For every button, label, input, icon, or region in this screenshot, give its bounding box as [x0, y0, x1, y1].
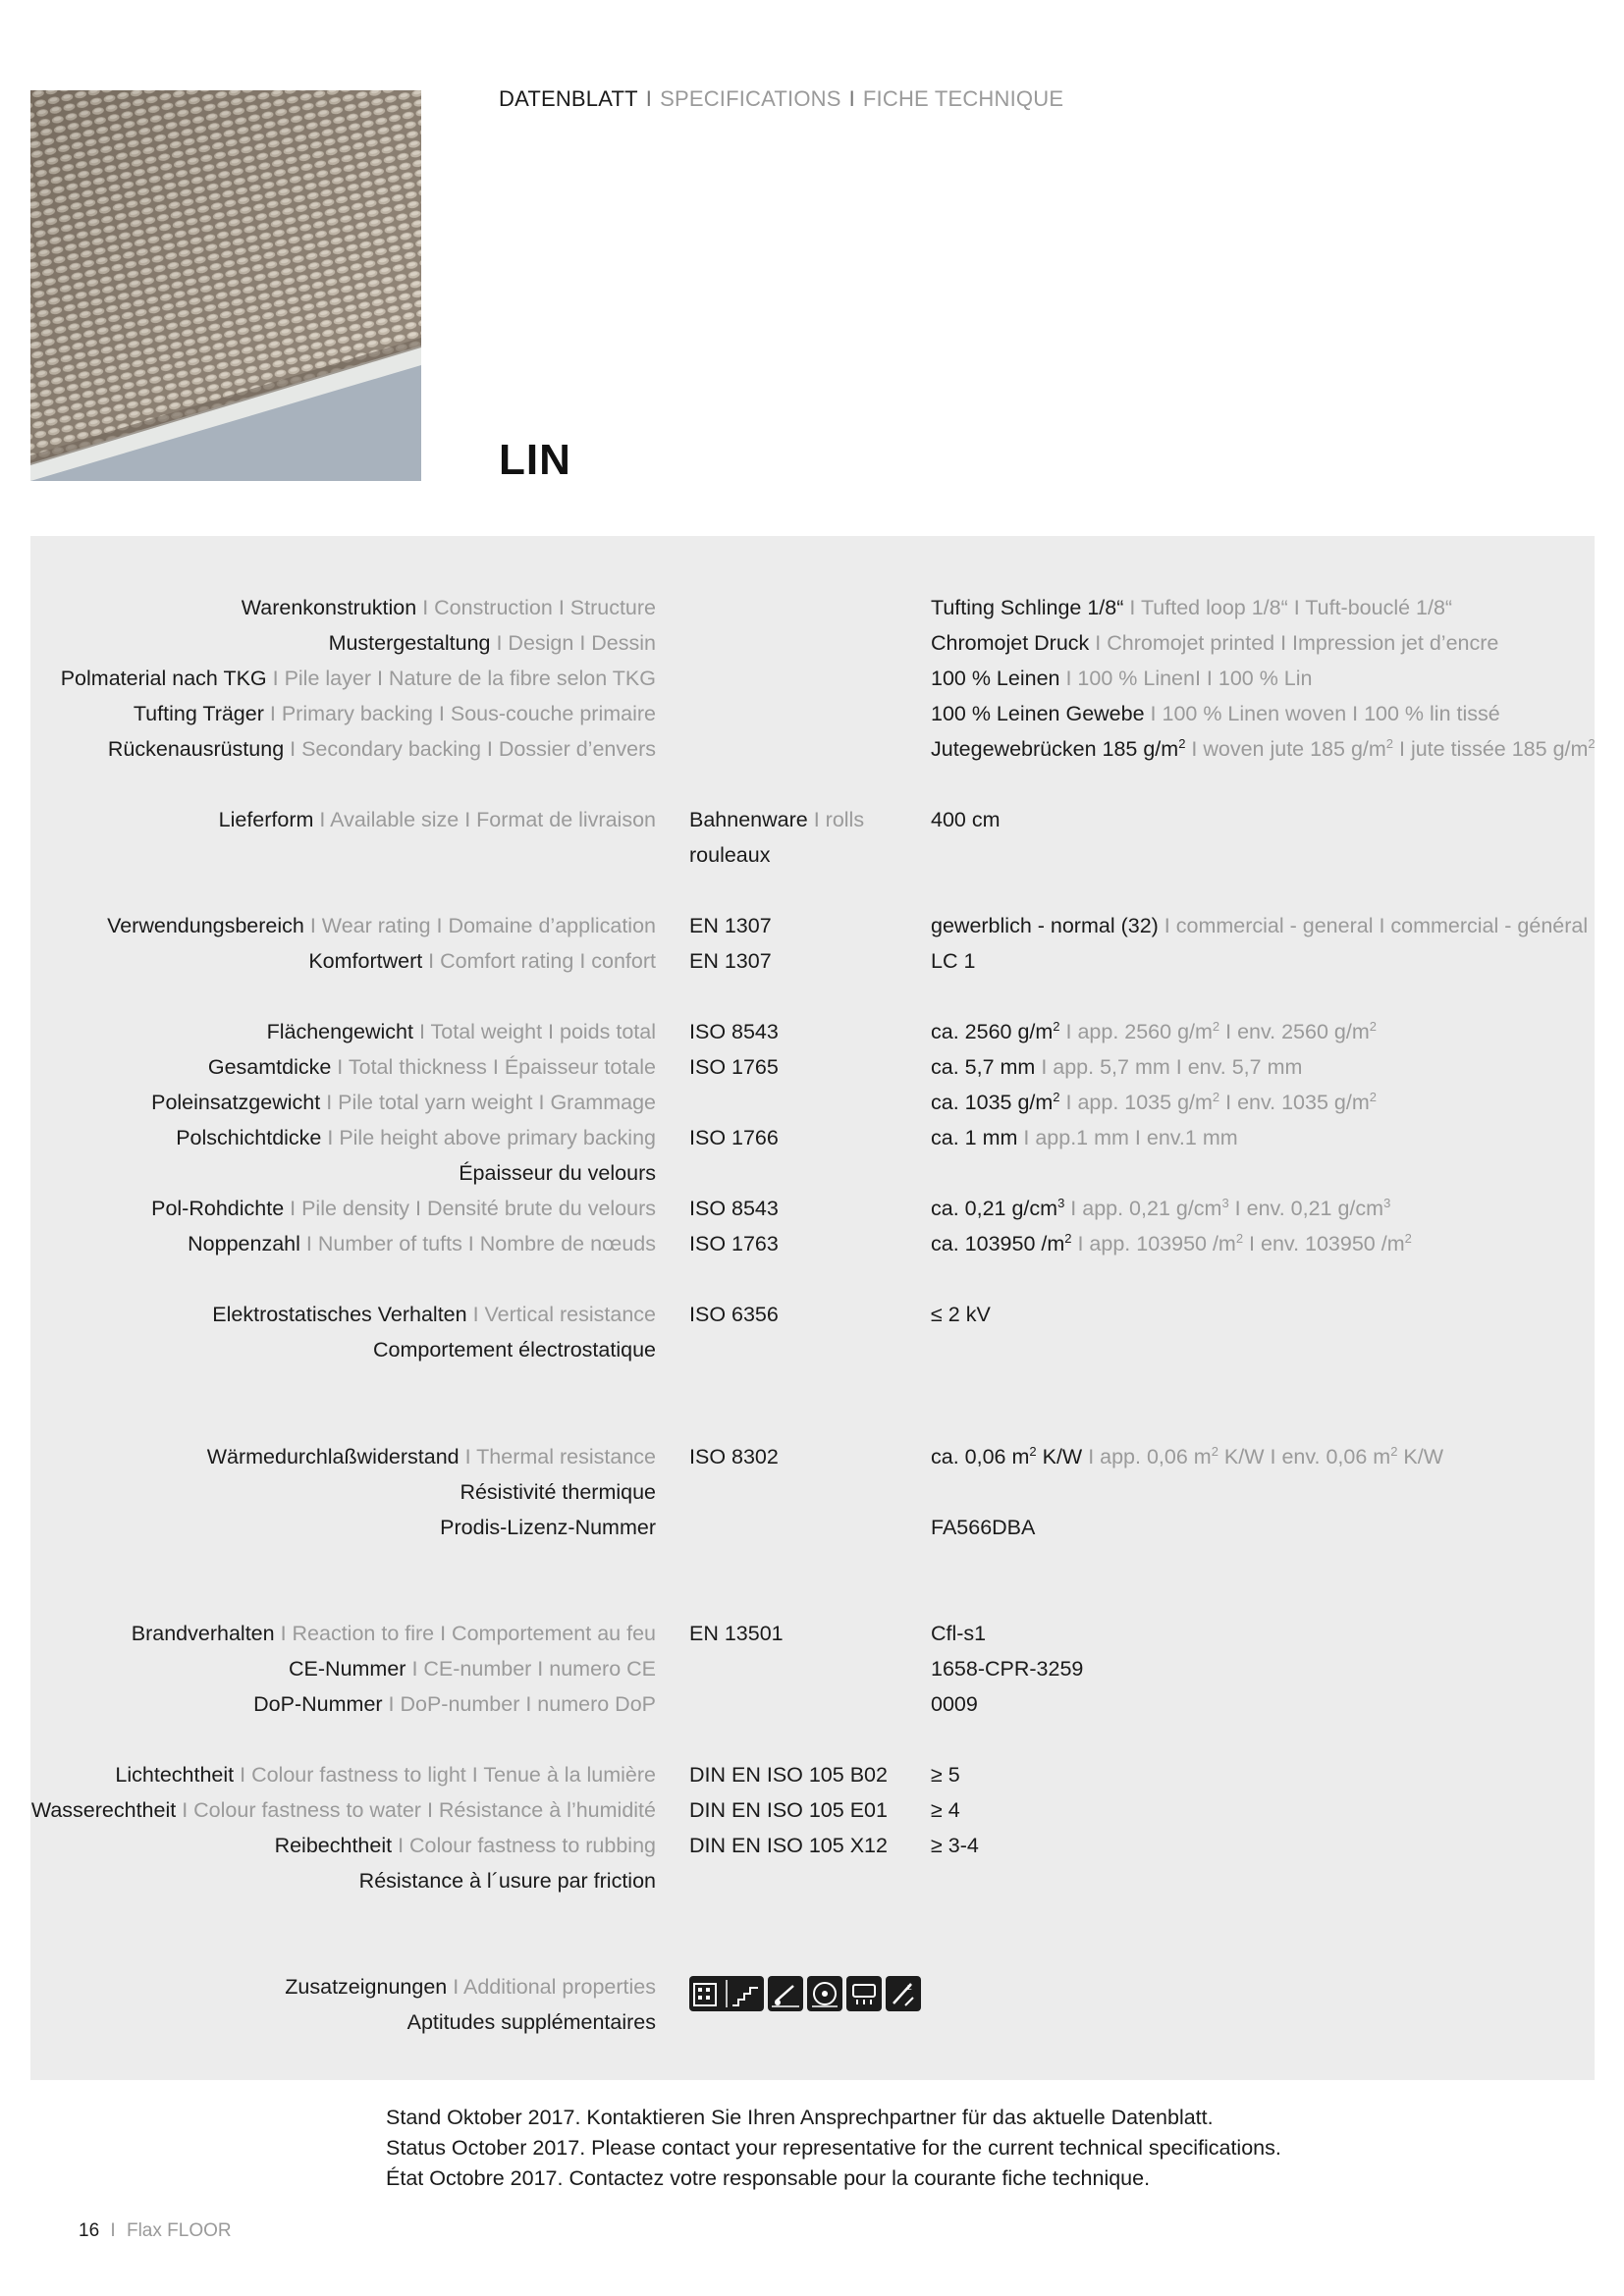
- page-number: 16: [79, 2220, 100, 2241]
- spec-standard: ISO 1763: [689, 1232, 779, 1255]
- product-photo: [30, 90, 421, 481]
- spec-label: CE-Nummer I CE-number I numero CE: [289, 1657, 656, 1681]
- spec-standard: EN 13501: [689, 1622, 784, 1645]
- spec-label: Lichtechtheit I Colour fastness to light I Tenue à la lumière: [115, 1763, 656, 1787]
- spec-standard: DIN EN ISO 105 X12: [689, 1834, 888, 1857]
- spec-value: ≤ 2 kV: [931, 1303, 991, 1326]
- spec-row: [0, 908, 1624, 943]
- spec-row: [0, 1510, 1624, 1545]
- spec-value: ca. 1 mm I app.1 mm I env.1 mm: [931, 1126, 1238, 1149]
- spec-row-cont: [0, 1863, 1624, 1898]
- spec-row: [0, 1014, 1624, 1049]
- spec-row: [0, 1049, 1624, 1085]
- page-footer: [79, 2220, 232, 2242]
- spec-standard: EN 1307: [689, 914, 772, 937]
- spec-label: Épaisseur du velours: [459, 1161, 656, 1185]
- spec-row: [0, 1085, 1624, 1120]
- product-title: LIN: [499, 436, 571, 484]
- spec-label: Mustergestaltung I Design I Dessin: [328, 631, 656, 655]
- spec-standard: rouleaux: [689, 843, 771, 867]
- spec-value: LC 1: [931, 949, 976, 973]
- spec-label: Prodis-Lizenz-Nummer: [440, 1516, 656, 1539]
- spec-label: Wärmedurchlaßwiderstand I Thermal resistance: [206, 1445, 656, 1468]
- spec-standard: ISO 6356: [689, 1303, 779, 1326]
- header-sep: I: [848, 86, 855, 111]
- spec-value: gewerblich - normal (32) I commercial - general I commercial - général: [931, 914, 1589, 937]
- spec-value: ca. 5,7 mm I app. 5,7 mm I env. 5,7 mm: [931, 1055, 1303, 1079]
- spec-value: 1658-CPR-3259: [931, 1657, 1084, 1681]
- spec-value: ca. 2560 $g/m^2$ I app. 2560 $g/m^2$ I env. 2560 $g/m^2$: [931, 1018, 1377, 1043]
- svg-text:z: z: [907, 1983, 912, 1993]
- spec-value: Tufting Schlinge 1/8“ I Tufted loop 1/8“ I Tuft-bouclé 1/8“: [931, 596, 1453, 619]
- spec-label: Résistivité thermique: [460, 1480, 656, 1504]
- header-datenblatt: DATENBLATT: [499, 86, 638, 111]
- spec-label: Gesamtdicke I Total thickness I Épaisseur totale: [207, 1055, 656, 1079]
- spec-value: 400 cm: [931, 808, 1001, 831]
- spec-standard: DIN EN ISO 105 E01: [689, 1798, 888, 1822]
- spec-row: [0, 661, 1624, 696]
- spec-row: [0, 1792, 1624, 1828]
- acoustic-icon: [886, 1976, 921, 2011]
- spec-row: [0, 1616, 1624, 1651]
- header-sep: I: [645, 86, 653, 111]
- header-fiche: FICHE TECHNIQUE: [862, 86, 1064, 111]
- spec-value: Chromojet Druck I Chromojet printed I Impression jet d’encre: [931, 631, 1499, 655]
- spec-label: DoP-Nummer I DoP-number I numero DoP: [253, 1692, 656, 1716]
- spec-label: Aptitudes supplémentaires: [406, 2010, 656, 2034]
- underfloor-heating-icon: [807, 1976, 842, 2011]
- spec-value: FA566DBA: [931, 1516, 1036, 1539]
- spec-row-cont: [0, 1155, 1624, 1191]
- spec-row-cont: [0, 837, 1624, 873]
- spec-row: [0, 696, 1624, 731]
- spec-standard: ISO 1765: [689, 1055, 779, 1079]
- spec-row: [0, 1226, 1624, 1261]
- footnote: [386, 2103, 1281, 2194]
- spec-standard: ISO 8302: [689, 1445, 779, 1468]
- spec-row: [0, 1651, 1624, 1686]
- additional-properties-icons: [689, 1976, 921, 2011]
- spec-row-cont: [0, 1474, 1624, 1510]
- spec-row: [0, 943, 1624, 979]
- footnote-en: Status October 2017. Please contact your representative for the current technical specifications.: [386, 2136, 1281, 2160]
- spec-row: [0, 1757, 1624, 1792]
- spec-row: [0, 1297, 1624, 1332]
- spec-row: [0, 590, 1624, 625]
- page-brand: Flax FLOOR: [126, 2220, 232, 2241]
- wet-cleaning-icon: [846, 1976, 882, 2011]
- spec-label: Zusatzeignungen I Additional properties: [285, 1975, 656, 1999]
- castor-chair-icon: [768, 1976, 803, 2011]
- office-use-icon: [689, 1976, 764, 2011]
- spec-value: 100 % Leinen I 100 % LinenI I 100 % Lin: [931, 667, 1313, 690]
- spec-value: Cfl-s1: [931, 1622, 987, 1645]
- spec-label: Verwendungsbereich I Wear rating I Domaine d’application: [107, 914, 656, 937]
- spec-standard: ISO 1766: [689, 1126, 779, 1149]
- page-sep: I: [110, 2220, 116, 2241]
- spec-standard: ISO 8543: [689, 1020, 779, 1043]
- spec-row: [0, 625, 1624, 661]
- spec-label: Rückenausrüstung I Secondary backing I Dossier d’envers: [107, 737, 656, 761]
- spec-label: Résistance à l´usure par friction: [358, 1869, 656, 1893]
- spec-row: [0, 1439, 1624, 1474]
- spec-value: ca. 0,06 $m^2$ K/W I app. 0,06 $m^2$ K/W I env. 0,06 $m^2$ K/W: [931, 1443, 1444, 1468]
- footnote-fr: État Octobre 2017. Contactez votre responsable pour la courante fiche technique.: [386, 2166, 1151, 2190]
- spec-standard: Bahnenware I rolls: [689, 808, 865, 831]
- spec-row: [0, 802, 1624, 837]
- spec-label: Polmaterial nach TKG I Pile layer I Nature de la fibre selon TKG: [60, 667, 656, 690]
- spec-row: [0, 731, 1624, 767]
- spec-row-cont: [0, 1332, 1624, 1367]
- spec-label: Brandverhalten I Reaction to fire I Comportement au feu: [131, 1622, 656, 1645]
- spec-label: Komfortwert I Comfort rating I confort: [308, 949, 656, 973]
- spec-value: ≥ 3-4: [931, 1834, 979, 1857]
- header-specifications: SPECIFICATIONS: [660, 86, 841, 111]
- spec-value: ≥ 4: [931, 1798, 960, 1822]
- spec-label: Noppenzahl I Number of tufts I Nombre de nœuds: [188, 1232, 656, 1255]
- spec-standard: EN 1307: [689, 949, 772, 973]
- spec-label: Reibechtheit I Colour fastness to rubbing: [274, 1834, 656, 1857]
- spec-label: Polschichtdicke I Pile height above primary backing: [176, 1126, 656, 1149]
- spec-value: ≥ 5: [931, 1763, 960, 1787]
- spec-row: [0, 1191, 1624, 1226]
- spec-value: 0009: [931, 1692, 978, 1716]
- spec-row: [0, 1120, 1624, 1155]
- spec-label: Warenkonstruktion I Construction I Structure: [241, 596, 656, 619]
- spec-label: Tufting Träger I Primary backing I Sous-couche primaire: [133, 702, 656, 725]
- spec-label: Elektrostatisches Verhalten I Vertical resistance: [212, 1303, 656, 1326]
- spec-label: Pol-Rohdichte I Pile density I Densité brute du velours: [151, 1197, 656, 1220]
- spec-label: Lieferform I Available size I Format de livraison: [218, 808, 656, 831]
- header-nav: [499, 86, 1063, 112]
- spec-value: ca. 103950 $/m^2$ I app. 103950 $/m^2$ I env. 103950 $/m^2$: [931, 1230, 1412, 1255]
- spec-standard: DIN EN ISO 105 B02: [689, 1763, 888, 1787]
- footnote-de: Stand Oktober 2017. Kontaktieren Sie Ihren Ansprechpartner für das aktuelle Datenblatt.: [386, 2106, 1214, 2129]
- spec-label: Wasserechtheit I Colour fastness to water I Résistance à l’humidité: [30, 1798, 656, 1822]
- spec-label: Flächengewicht I Total weight I poids total: [266, 1020, 656, 1043]
- spec-value: Jutegewebrücken 185 $g/m^2$ I woven jute 185 $g/m^2$ I jute tissée 185 $g/m^2$: [931, 735, 1596, 761]
- spec-label: Comportement électrostatique: [372, 1338, 656, 1362]
- spec-standard: ISO 8543: [689, 1197, 779, 1220]
- spec-value: ca. 1035 $g/m^2$ I app. 1035 $g/m^2$ I env. 1035 $g/m^2$: [931, 1089, 1377, 1114]
- spec-label: Poleinsatzgewicht I Pile total yarn weight I Grammage: [151, 1091, 656, 1114]
- spec-value: ca. 0,21 $g/cm^3$ I app. 0,21 $g/cm^3$ I env. 0,21 $g/cm^3$: [931, 1195, 1391, 1220]
- spec-value: 100 % Leinen Gewebe I 100 % Linen woven I 100 % lin tissé: [931, 702, 1500, 725]
- spec-row: [0, 1686, 1624, 1722]
- spec-row: [0, 1828, 1624, 1863]
